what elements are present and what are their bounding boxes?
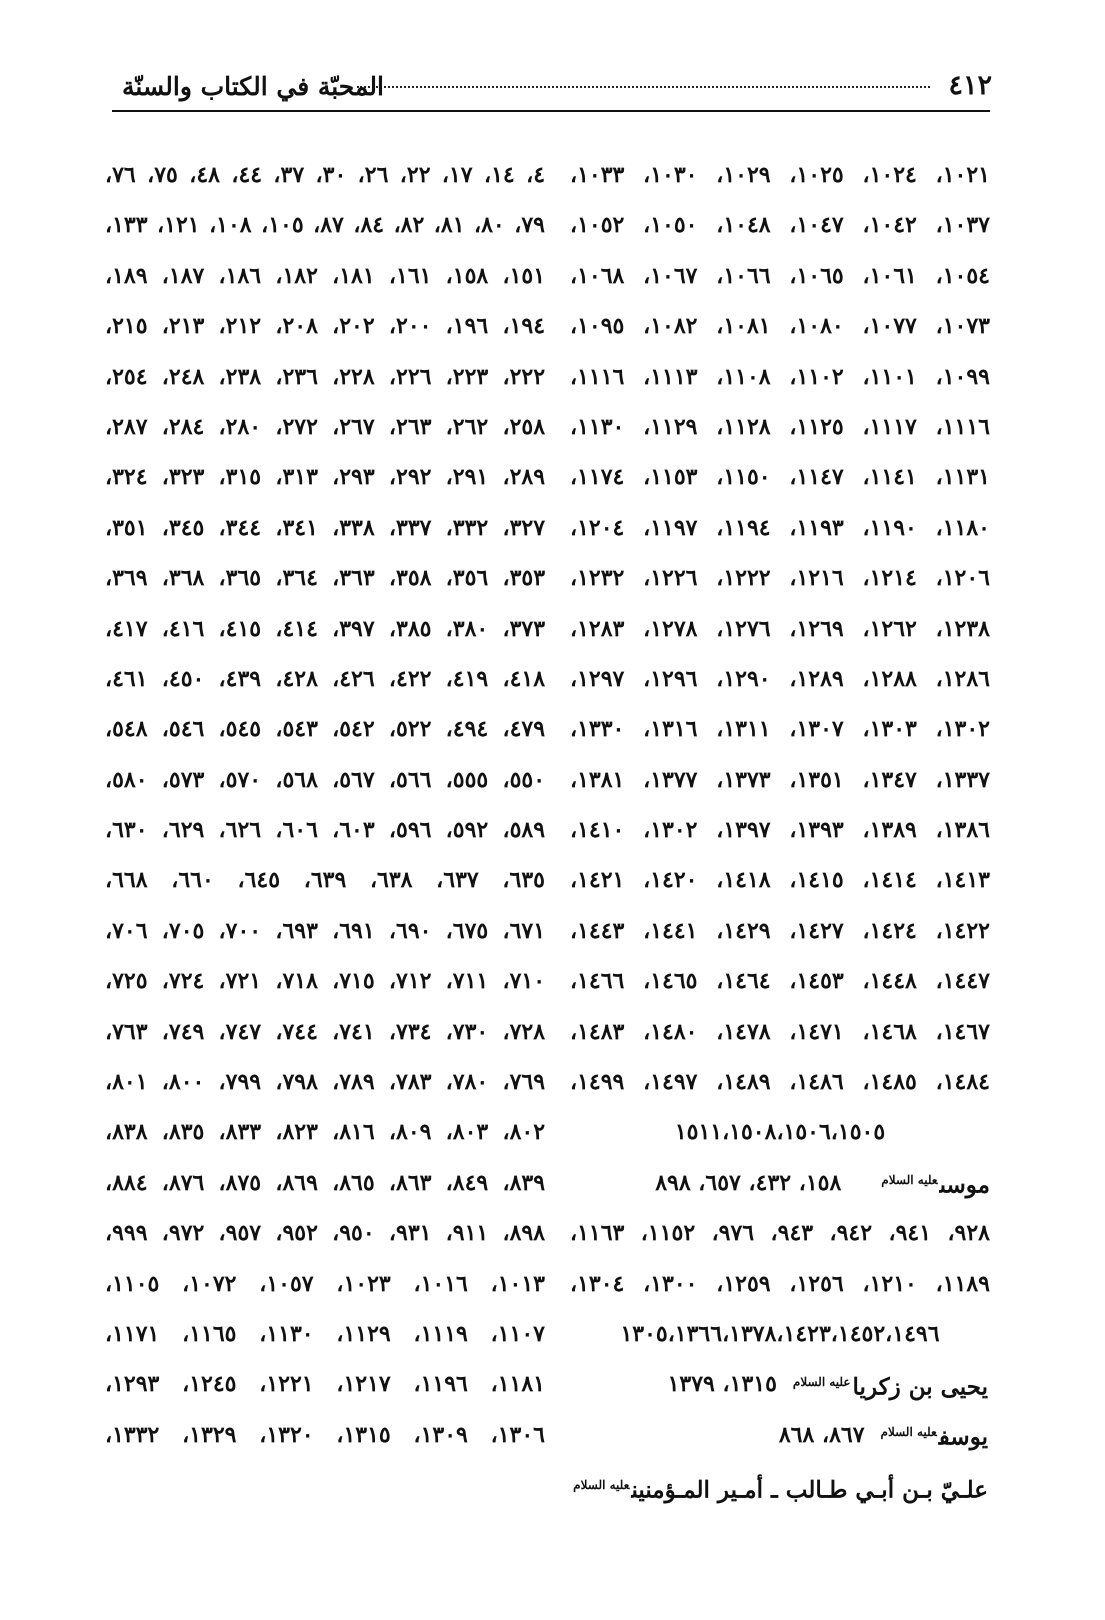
index-line: ٤١٨، ٤١٩، ٤٢٢، ٤٢٦، ٤٢٨، ٤٣٩، ٤٥٠، ٤٦١، <box>105 665 546 692</box>
left-column <box>105 150 545 1460</box>
index-line: ٣٢٧، ٣٣٢، ٣٣٧، ٣٣٨، ٣٤١، ٣٤٤، ٣٤٥، ٣٥١، <box>105 514 546 541</box>
index-line: ٥٨٩، ٥٩٢، ٥٩٦، ٦٠٣، ٦٠٦، ٦٢٦، ٦٢٩، ٦٣٠، <box>105 817 546 844</box>
index-heading-ali <box>570 1460 990 1510</box>
index-line: ١١٨١، ١١٩٦، ١٢١٧، ١٢٢١، ١٢٤٥، ١٢٩٣، <box>105 1371 545 1398</box>
index-line: ١٣٣٧، ١٣٤٧، ١٣٥١، ١٣٧٣، ١٣٧٧، ١٣٨١، <box>570 766 990 793</box>
index-line: ١٥١، ١٥٨، ١٦١، ١٨١، ١٨٢، ١٨٦، ١٨٧، ١٨٩، <box>105 262 546 289</box>
index-line: ٣٥٣، ٣٥٦، ٣٥٨، ٣٦٣، ٣٦٤، ٣٦٥، ٣٦٨، ٣٦٩، <box>105 565 546 592</box>
honorific-ligature: عليه السلام <box>881 1172 938 1187</box>
book-title: المحبّة في الكتاب والسنّة <box>122 72 384 101</box>
index-line: ١٣٨٦، ١٣٨٩، ١٣٩٣، ١٣٩٧، ١٣٠٢، ١٤١٠، <box>570 817 990 844</box>
index-entry-yusuf <box>570 1410 990 1460</box>
index-line: ٤، ١٤، ١٧، ٢٢، ٢٦، ٣٠، ٣٧، ٤٤، ٤٨، ٧٥، ٧٦، <box>105 162 546 188</box>
index-line: ١٣٠٥،١٣٦٦،١٣٧٨،١٤٢٣،١٤٥٢،١٤٩٦ <box>620 1320 940 1347</box>
index-line: ١٤٦٧، ١٤٦٨، ١٤٧١، ١٤٧٨، ١٤٨٠، ١٤٨٣، <box>570 1018 990 1045</box>
index-line: ٢٨٩، ٢٩١، ٢٩٢، ٢٩٣، ٣١٣، ٣١٥، ٣٢٣، ٣٢٤، <box>105 464 546 491</box>
index-entry-yahya <box>570 1359 990 1409</box>
index-line: ٧٦٩، ٧٨٠، ٧٨٣، ٧٨٩، ٧٩٨، ٧٩٩، ٨٠٠، ٨٠١، <box>105 1069 546 1096</box>
index-line: ١٠٢١، ١٠٢٤، ١٠٢٥، ١٠٢٩، ١٠٣٠، ١٠٣٣، <box>570 162 990 188</box>
index-line: ١٣٠٢، ١٣٠٣، ١٣٠٧، ١٣١١، ١٣١٦، ١٣٣٠، <box>570 716 990 743</box>
index-line: ١٢٠٦، ١٢١٤، ١٢١٦، ١٢٢٢، ١٢٢٦، ١٢٣٢، <box>570 565 990 592</box>
entry-refs: ١٥٨، ٤٣٢، ٦٥٧، ٨٩٨ <box>655 1169 842 1196</box>
index-line: ١٤٢٢، ١٤٢٤، ١٤٢٧، ١٤٢٩، ١٤٤١، ١٤٤٣، <box>570 917 990 944</box>
index-line: ٣٧٣، ٣٨٠، ٣٨٥، ٣٩٧، ٤١٤، ٤١٥، ٤١٦، ٤١٧، <box>105 615 546 642</box>
entry-refs: ٨٦٧، ٨٦٨ <box>778 1421 865 1448</box>
index-line: ٤٧٩، ٤٩٤، ٥٢٢، ٥٤٢، ٥٤٣، ٥٤٥، ٥٤٦، ٥٤٨، <box>105 716 546 743</box>
index-line: ١٢٨٦، ١٢٨٨، ١٢٨٩، ١٢٩٠، ١٢٩٦، ١٢٩٧، <box>570 665 990 692</box>
index-line: ١٤١٣، ١٤١٤، ١٤١٥، ١٤١٨، ١٤٢٠، ١٤٢١، <box>570 867 990 894</box>
index-line: ٨٠٢، ٨٠٣، ٨٠٩، ٨١٦، ٨٢٣، ٨٣٣، ٨٣٥، ٨٣٨، <box>105 1119 546 1146</box>
index-line: ١٠٧٣، ١٠٧٧، ١٠٨٠، ١٠٨١، ١٠٨٢، ١٠٩٥، <box>570 313 990 340</box>
index-line: ١١٨٩، ١٢١٠، ١٢٥٦، ١٢٥٩، ١٣٠٠، ١٣٠٤، <box>570 1270 990 1297</box>
index-line: ١١٣١، ١١٤١، ١١٤٧، ١١٥٠، ١١٥٣، ١١٧٤، <box>570 464 990 491</box>
running-header <box>112 68 992 108</box>
index-line: ١٠٩٩، ١١٠١، ١١٠٢، ١١٠٨، ١١١٣، ١١١٦، <box>570 363 990 390</box>
entry-name-yahya: يحيى بن زكريا$^{عليه السلام}$ <box>792 1373 988 1401</box>
index-line: ١٢٣٨، ١٢٦٢، ١٢٦٩، ١٢٧٦، ١٢٧٨، ١٢٨٣، <box>570 615 990 642</box>
index-line: ٧١٠، ٧١١، ٧١٢، ٧١٥، ٧١٨، ٧٢١، ٧٢٤، ٧٢٥، <box>105 968 546 995</box>
index-line: ٨٩٨، ٩١١، ٩٣١، ٩٥٠، ٩٥٢، ٩٥٧، ٩٧٢، ٩٩٩، <box>105 1220 546 1247</box>
index-line: ٥٥٠، ٥٥٥، ٥٦٦، ٥٦٧، ٥٦٨، ٥٧٠، ٥٧٣، ٥٨٠، <box>105 766 546 793</box>
header-rule <box>112 110 990 112</box>
index-line: ٨٣٩، ٨٤٩، ٨٦٣، ٨٦٥، ٨٦٩، ٨٧٥، ٨٧٦، ٨٨٤، <box>105 1169 546 1196</box>
index-line: ٧٩، ٨٠، ٨١، ٨٢، ٨٤، ٨٧، ١٠٥، ١٠٨، ١٢١، ١٣٣، <box>105 212 545 239</box>
index-line: ٦٣٥، ٦٣٧، ٦٣٨، ٦٣٩، ٦٤٥، ٦٦٠، ٦٦٨، <box>105 867 545 894</box>
index-line: ١٠٥٤، ١٠٦١، ١٠٦٥، ١٠٦٦، ١٠٦٧، ١٠٦٨، <box>570 262 990 289</box>
honorific-ligature: عليه السلام <box>792 1374 851 1389</box>
honorific-ligature: عليه السلام <box>573 1478 630 1493</box>
index-line: ١٥١١،١٥٠٨،١٥٠٦،١٥٠٥ <box>674 1119 886 1146</box>
index-line: ٩٢٨، ٩٤١، ٩٤٢، ٩٤٣، ٩٧٦، ١١٥٢، ١١٦٣، <box>570 1220 990 1247</box>
index-line: ٧٢٨، ٧٣٠، ٧٣٤، ٧٤١، ٧٤٤، ٧٤٧، ٧٤٩، ٧٦٣، <box>105 1018 546 1045</box>
entry-refs: ١٣١٥، ١٣٧٩ <box>667 1371 777 1398</box>
index-entry-musa <box>570 1158 990 1208</box>
index-line: ١٤٨٤، ١٤٨٥، ١٤٨٦، ١٤٨٩، ١٤٩٧، ١٤٩٩، <box>570 1069 990 1096</box>
index-line: ٢٥٨، ٢٦٢، ٢٦٣، ٢٦٧، ٢٧٢، ٢٨٠، ٢٨٤، ٢٨٧، <box>105 413 546 440</box>
index-line: ١١٠٧، ١١١٩، ١١٢٩، ١١٣٠، ١١٦٥، ١١٧١، <box>105 1320 545 1347</box>
entry-name-musa: موسى$^{عليه السلام}$ <box>881 1171 990 1199</box>
index-line: ١١١٦، ١١١٧، ١١٢٥، ١١٢٨، ١١٢٩، ١١٣٠، <box>570 413 990 440</box>
index-line: ٦٧١، ٦٧٥، ٦٩٠، ٦٩١، ٦٩٣، ٧٠٠، ٧٠٥، ٧٠٦، <box>105 917 546 944</box>
index-line: ١٣٠٦، ١٣٠٩، ١٣١٥، ١٣٢٠، ١٣٢٩، ١٣٣٢، <box>105 1421 545 1448</box>
right-column <box>570 150 990 1511</box>
entry-name-ali: علـيّ بـن أبـي طـالب ـ أمـير المـؤمنين <box>631 1476 988 1504</box>
index-line: ١١٨٠، ١١٩٠، ١١٩٣، ١١٩٤، ١١٩٧، ١٢٠٤، <box>570 514 990 541</box>
index-line: ١٩٤، ١٩٦، ٢٠٠، ٢٠٢، ٢٠٨، ٢١٢، ٢١٣، ٢١٥، <box>105 313 546 340</box>
index-line: ١٠١٣، ١٠١٦، ١٠٢٣، ١٠٥٧، ١٠٧٢، ١١٠٥، <box>105 1270 545 1297</box>
header-dot-leader <box>357 86 930 88</box>
entry-name-yusuf: يوسف$^{عليه السلام}$ <box>880 1423 988 1451</box>
honorific-ligature: عليه السلام <box>880 1424 937 1439</box>
index-line: ١٤٤٧، ١٤٤٨، ١٤٥٣، ١٤٦٤، ١٤٦٥، ١٤٦٦، <box>570 968 990 995</box>
index-line: ١٠٣٧، ١٠٤٢، ١٠٤٧، ١٠٤٨، ١٠٥٠، ١٠٥٢، <box>570 212 990 239</box>
page-number: ٤١٢ <box>948 70 992 101</box>
index-line: ٢٢٢، ٢٢٣، ٢٢٦، ٢٢٨، ٢٣٦، ٢٣٨، ٢٤٨، ٢٥٤، <box>105 363 546 390</box>
